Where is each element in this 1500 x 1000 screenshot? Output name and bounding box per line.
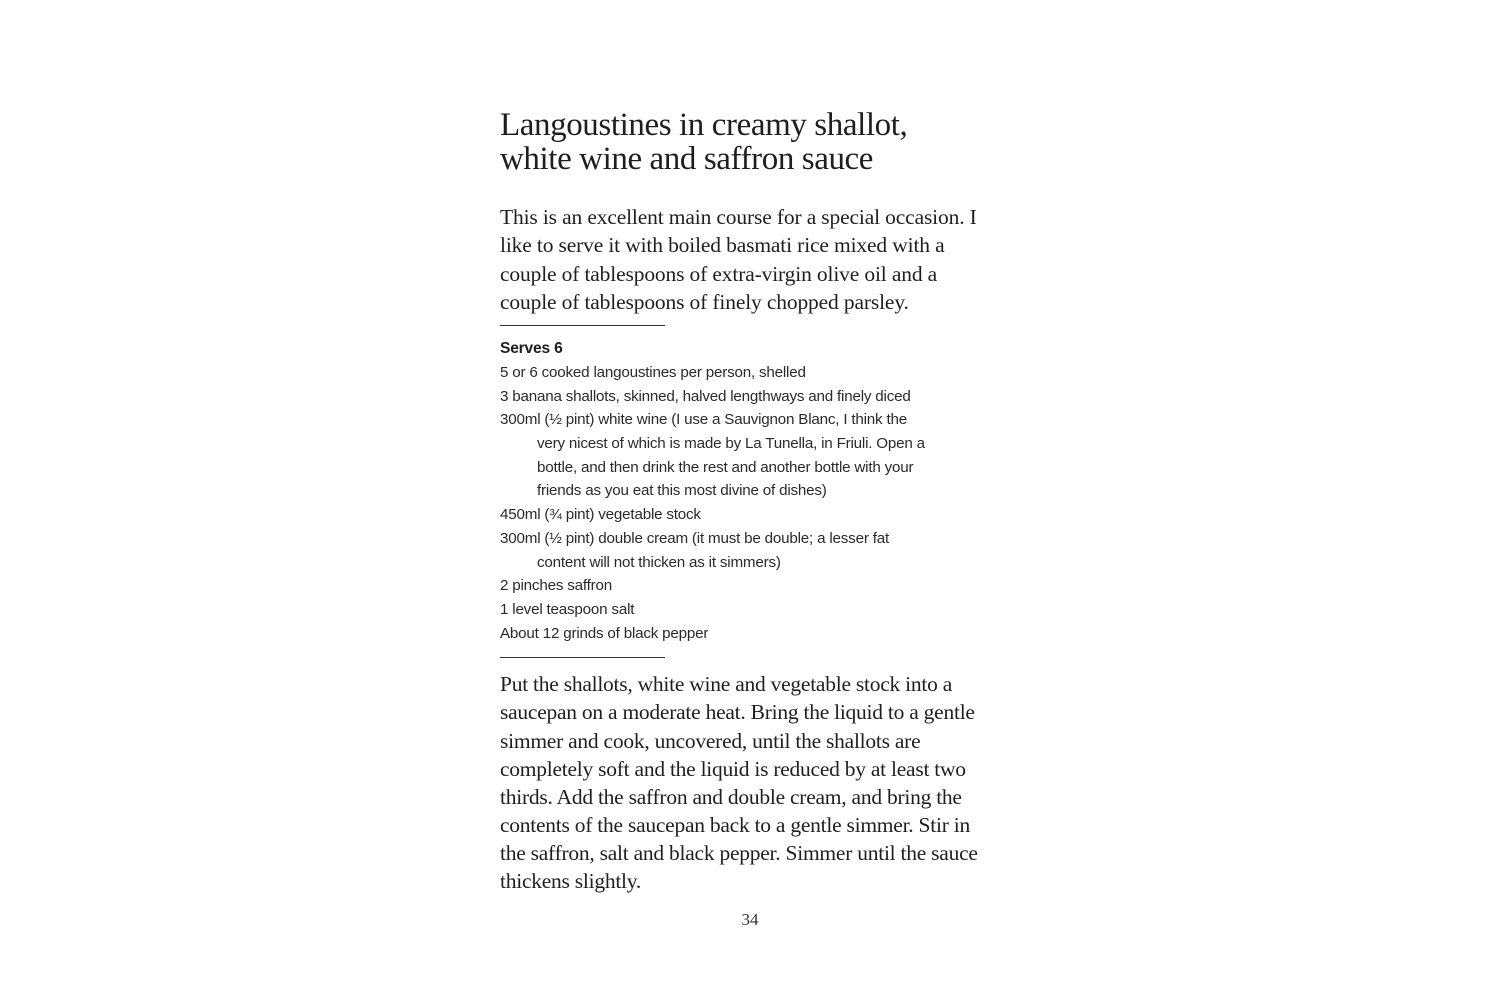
- intro-line: This is an excellent main course for a special occasion. I: [500, 205, 977, 229]
- ingredient-item: [500, 408, 1005, 503]
- ingredient-item: [500, 361, 1005, 385]
- recipe-intro: [500, 203, 1005, 316]
- ingredient-continuation: bottle, and then drink the rest and another bottle with your: [537, 458, 914, 476]
- ingredient-line: 300ml (½ pint) double cream (it must be double; a lesser fat: [500, 529, 889, 547]
- ingredient-line: About 12 grinds of black pepper: [500, 624, 709, 642]
- method-line: contents of the saucepan back to a gentle simmer. Stir in: [500, 812, 970, 837]
- ingredient-item: [500, 598, 1005, 622]
- ingredient-item: [500, 527, 1005, 574]
- ingredient-continuation: very nicest of which is made by La Tunella, in Friuli. Open a: [537, 435, 925, 452]
- method-line: saucepan on a moderate heat. Bring the liquid to a gentle: [500, 700, 975, 725]
- ingredient-line: 3 banana shallots, skinned, halved lengthways and finely diced: [500, 387, 911, 405]
- page-number: 34: [741, 910, 759, 929]
- recipe-method: [500, 670, 1005, 895]
- intro-line: couple of tablespoons of finely chopped parsley.: [500, 289, 909, 314]
- ingredient-line: 2 pinches saffron: [500, 577, 612, 595]
- ingredient-line: 450ml (¾ pint) vegetable stock: [500, 506, 701, 524]
- method-line: Put the shallots, white wine and vegetable stock into a: [500, 672, 952, 697]
- method-line: completely soft and the liquid is reduced by at least two: [500, 756, 966, 781]
- recipe-title-line: white wine and saffron sauce: [500, 141, 874, 177]
- method-line: the saffron, salt and black pepper. Simmer until the sauce: [500, 840, 978, 865]
- ingredient-continuation: content will not thicken as it simmers): [537, 553, 781, 571]
- method-line: thirds. Add the saffron and double cream, and bring the: [500, 784, 962, 809]
- recipe-title-line: Langoustines in creamy shallot,: [500, 107, 908, 143]
- intro-line: couple of tablespoons of extra-virgin olive oil and a: [500, 261, 938, 286]
- recipe-title: [500, 108, 1005, 176]
- method-line: simmer and cook, uncovered, until the shallots are: [500, 728, 921, 753]
- method-line: thickens slightly.: [500, 868, 642, 893]
- intro-line: like to serve it with boiled basmati rice mixed with a: [500, 233, 945, 258]
- ingredient-item: [500, 503, 1005, 527]
- ingredient-line: 5 or 6 cooked langoustines per person, shelled: [500, 363, 806, 381]
- ingredient-line: 1 level teaspoon salt: [500, 600, 635, 618]
- ingredient-item: [500, 622, 1005, 646]
- recipe-column: [500, 108, 1005, 895]
- ingredient-continuation: friends as you eat this most divine of dishes): [537, 482, 827, 500]
- ingredient-item: [500, 574, 1005, 598]
- divider-top: [500, 325, 665, 326]
- ingredients-list: [500, 337, 1005, 645]
- ingredient-line: 300ml (½ pint) white wine (I use a Sauvignon Blanc, I think the: [500, 411, 907, 429]
- ingredient-item: [500, 385, 1005, 409]
- divider-bottom: [500, 657, 665, 658]
- serves-label: Serves 6: [500, 340, 563, 358]
